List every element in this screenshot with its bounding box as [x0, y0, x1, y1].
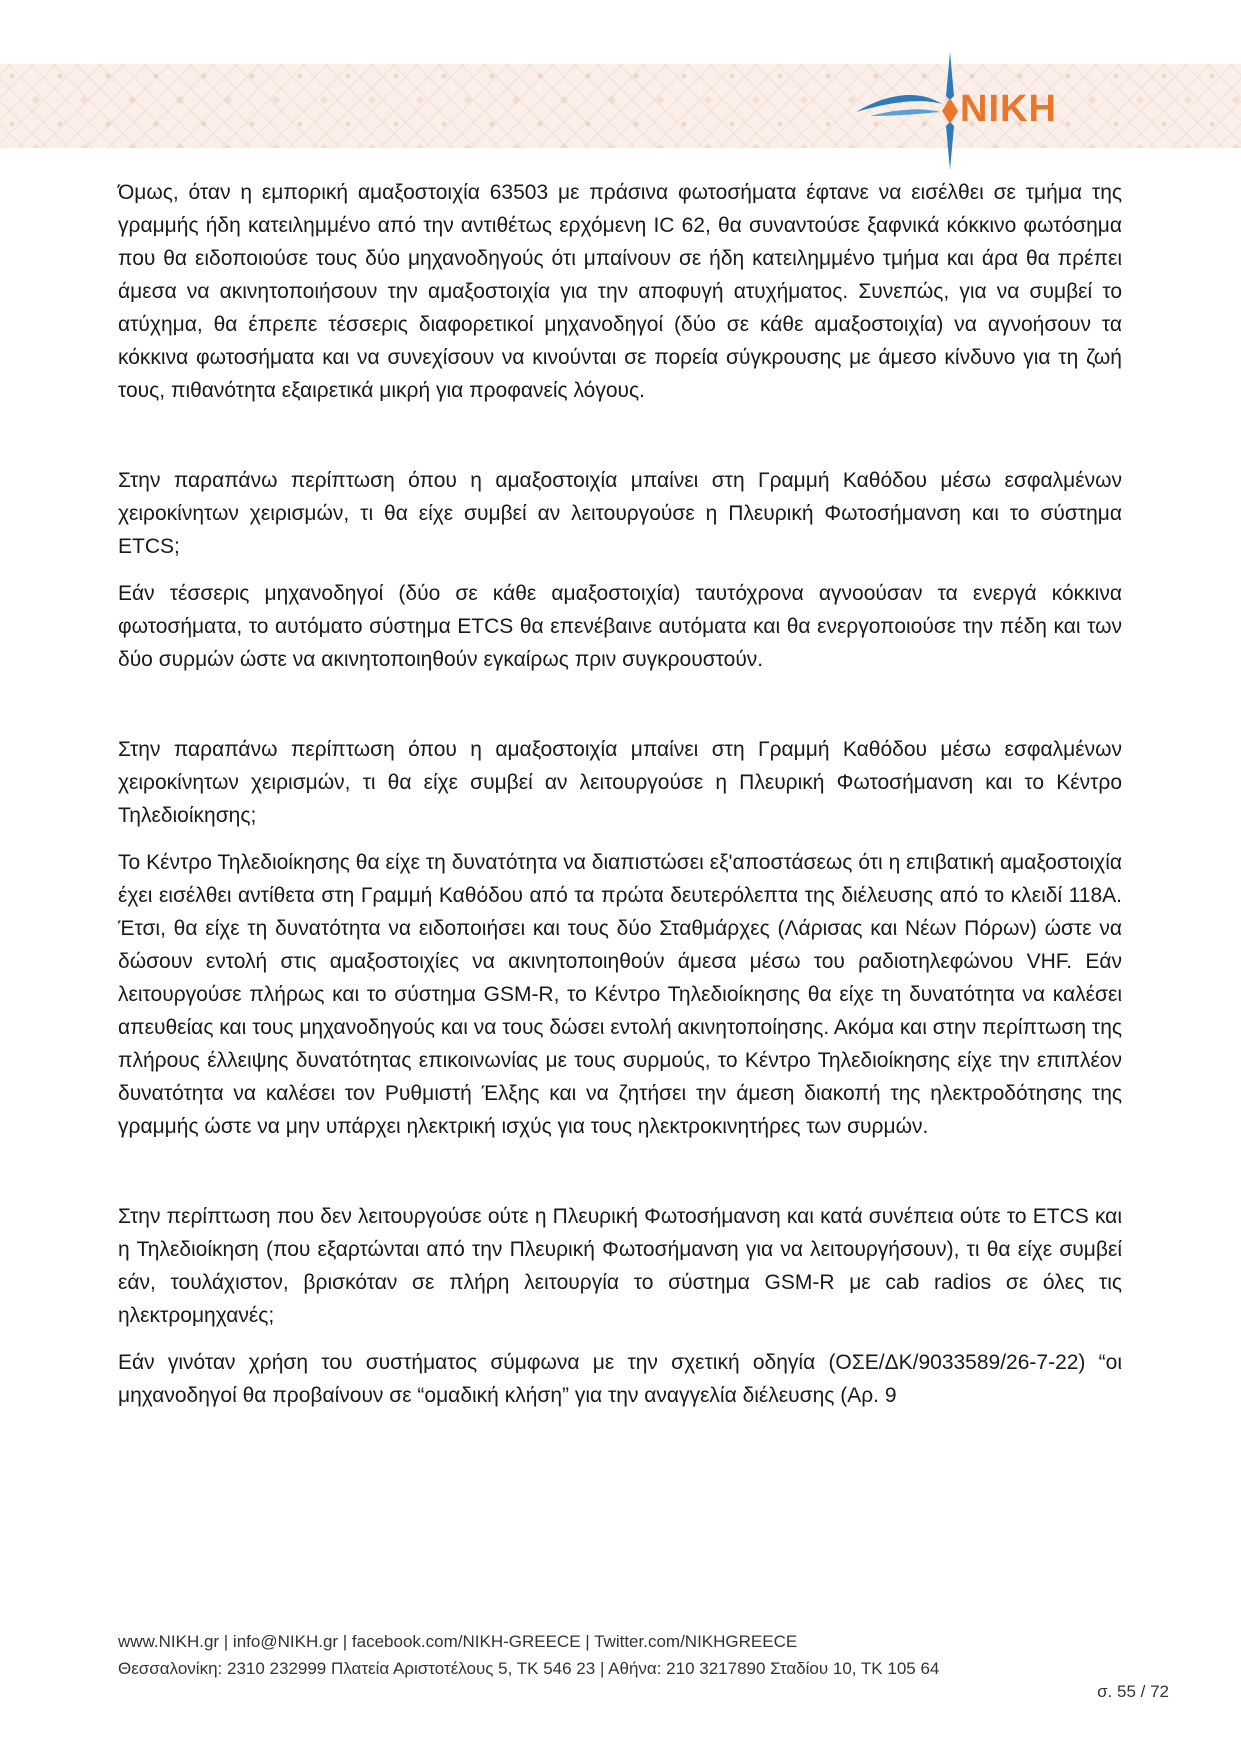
footer-links[interactable]: www.NIKH.gr | info@NIKH.gr | facebook.com/NIKH-GREECE | Twitter.com/NIKHGREECE [118, 1632, 798, 1651]
logo-text: NIKH [960, 88, 1057, 130]
paragraph-question: Στην παραπάνω περίπτωση όπου η αμαξοστοιχία μπαίνει στη Γραμμή Καθόδου μέσω εσφαλμένων χειροκίνητων χειρισμών, τι θα είχε συμβεί αν λειτουργούσε η Πλευρική Φωτοσήμανση και το Κέντρο Τηλεδιοίκησης; [118, 738, 1122, 827]
paragraph: Εάν τέσσερις μηχανοδηγοί (δύο σε κάθε αμαξοστοιχία) ταυτόχρονα αγνοούσαν τα ενεργά κόκκινα φωτοσήματα, το αυτόματο σύστημα ETCS θα επενέβαινε αυτόματα και θα ενεργοποιούσε την πέδη και των δύο συρμών ώστε να ακινητοποιηθούν εγκαίρως πριν συγκρουστούν. [118, 582, 1122, 671]
document-body [118, 176, 1122, 1412]
paragraph: Όμως, όταν η εμπορική αμαξοστοιχία 63503 με πράσινα φωτοσήματα έφτανε να εισέλθει σε τμήμα της γραμμής ήδη κατειλημμένο από την αντιθέτως ερχόμενη IC 62, θα συναντούσε ξαφνικά κόκκινο φωτόσημα που θα ειδοποιούσε τους δύο μηχανοδηγούς ότι μπαίνουν σε ήδη κατειλημμένο τμήμα και άρα θα πρέπει άμεσα να ακινητοποιήσουν την αμαξοστοιχία για την αποφυγή ατυχήματος. Συνεπώς, για να συμβεί το ατύχημα, θα έπρεπε τέσσερις διαφορετικοί μηχανοδηγοί (δύο σε κάθε αμαξοστοιχία) να αγνοήσουν τα κόκκινα φωτοσήματα και να συνεχίσουν να κινούνται σε πορεία σύγκρουσης με άμεσο κίνδυνο για τη ζωή τους, πιθανότητα εξαιρετικά μικρή για προφανείς λόγους. [118, 181, 1122, 402]
page-footer [118, 1628, 1122, 1682]
paragraph-question: Στην παραπάνω περίπτωση όπου η αμαξοστοιχία μπαίνει στη Γραμμή Καθόδου μέσω εσφαλμένων χειροκίνητων χειρισμών, τι θα είχε συμβεί αν λειτουργούσε η Πλευρική Φωτοσήμανση και το σύστημα ETCS; [118, 469, 1122, 558]
paragraph: Εάν γινόταν χρήση του συστήματος σύμφωνα με την σχετική οδηγία (ΟΣΕ/ΔΚ/9033589/26-7-22) “οι μηχανοδηγοί θα προβαίνουν σε “ομαδική κλήση” για την αναγγελία διέλευσης (Αρ. 9 [118, 1351, 1122, 1407]
paragraph-question: Στην περίπτωση που δεν λειτουργούσε ούτε η Πλευρική Φωτοσήμανση και κατά συνέπεια ούτε το ETCS και η Τηλεδιοίκηση (που εξαρτώνται από την Πλευρική Φωτοσήμανση για να λειτουργήσουν), τι θα είχε συμβεί εάν, τουλάχιστον, βρισκόταν σε πλήρη λειτουργία το σύστημα GSM-R με cab radios σε όλες τις ηλεκτρομηχανές; [118, 1205, 1122, 1327]
paragraph: Το Κέντρο Τηλεδιοίκησης θα είχε τη δυνατότητα να διαπιστώσει εξ'αποστάσεως ότι η επιβατική αμαξοστοιχία έχει εισέλθει αντίθετα στη Γραμμή Καθόδου από τα πρώτα δευτερόλεπτα της διέλευσης από το κλειδί 118Α. Έτσι, θα είχε τη δυνατότητα να ειδοποιήσει και τους δύο Σταθμάρχες (Λάρισας και Νέων Πόρων) ώστε να δώσουν εντολή στις αμαξοστοιχίες να ακινητοποιηθούν άμεσα μέσω του ραδιοτηλεφώνου VHF. Εάν λειτουργούσε πλήρως και το σύστημα GSM-R, το Κέντρο Τηλεδιοίκησης θα είχε τη δυνατότητα να καλέσει απευθείας και τους μηχανοδηγούς και να τους δώσει εντολή ακινητοποίησης. Ακόμα και στην περίπτωση της πλήρους έλλειψης δυνατότητας επικοινωνίας με τους συρμούς, το Κέντρο Τηλεδιοίκησης είχε την επιπλέον δυνατότητα να καλέσει τον Ρυθμιστή Έλξης και να ζητήσει την άμεση διακοπή της ηλεκτροδότησης της γραμμής ώστε να μην υπάρχει ηλεκτρική ισχύς για τους ηλεκτροκινητήρες των συρμών. [118, 851, 1122, 1138]
footer-addresses: Θεσσαλονίκη: 2310 232999 Πλατεία Αριστοτέλους 5, ΤΚ 546 23 | Αθήνα: 210 3217890 Σταδίου 10, ΤΚ 105 64 [118, 1659, 940, 1678]
page-number: σ. 55 / 72 [1097, 1682, 1169, 1701]
